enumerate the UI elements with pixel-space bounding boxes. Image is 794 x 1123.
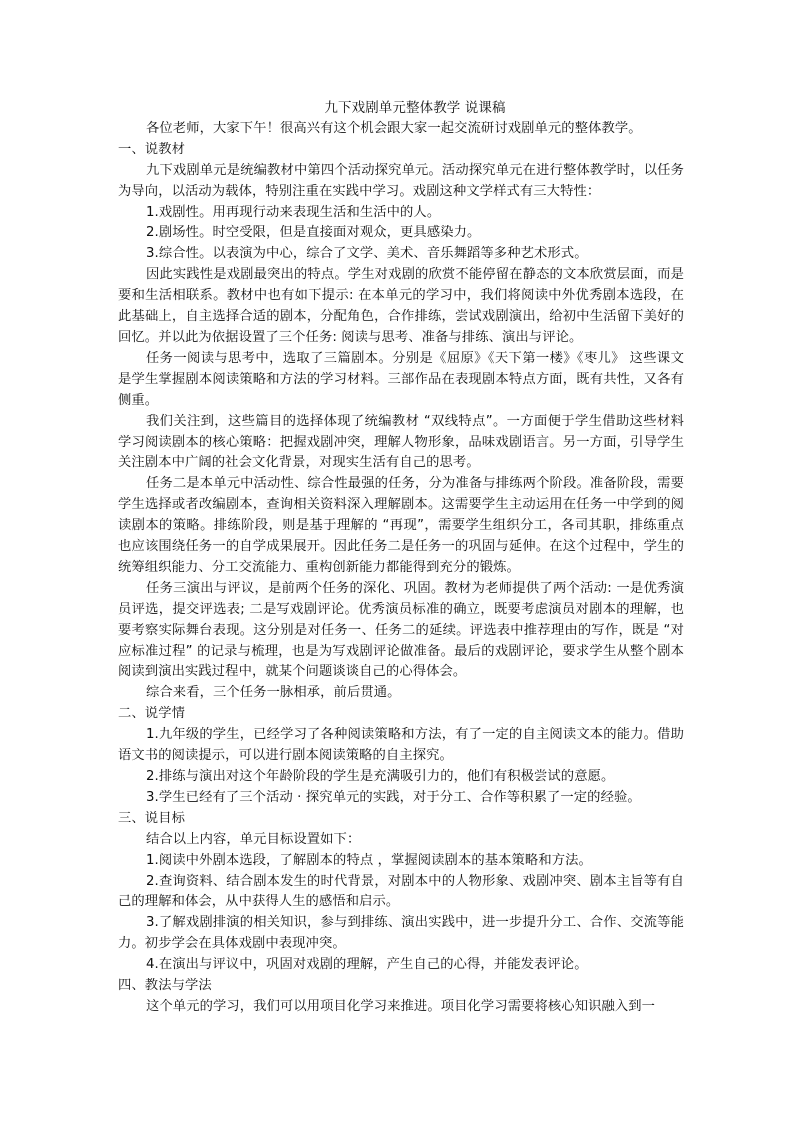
- document-body: [118, 119, 684, 1018]
- body-paragraph: 这个单元的学习，我们可以用项目化学习来推进。项目化学习需要将核心知识融入到一: [146, 998, 656, 1014]
- body-paragraph: 3.了解戏剧排演的相关知识，参与到排练、演出实践中，进一步提升分工、合作、交流等能力。初步学会在具体戏剧中表现冲突。: [118, 915, 684, 952]
- body-paragraph: 任务一阅读与思考中，选取了三篇剧本。分别是《屈原》《天下第一楼》《枣儿》 这些课文是学生掌握剧本阅读策略和方法的学习材料。三部作品在表现剧本特点方面，既有共性，又各有侧重。: [118, 350, 684, 408]
- body-paragraph: 各位老师，大家下午！很高兴有这个机会跟大家一起交流研讨戏剧单元的整体教学。: [146, 120, 642, 136]
- body-paragraph: 2.剧场性。时空受限，但是直接面对观众，更具感染力。: [146, 225, 481, 241]
- body-paragraph: 任务二是本单元中活动性、综合性最强的任务，分为准备与排练两个阶段。准备阶段，需要学生选择或者改编剧本，查询相关资料深入理解剧本。这需要学生主动运用在任务一中学到的阅读剧本的策略。排练阶段，则是基于理解的 “再现”，需要学生组织分工，各司其职，排练重点也应该围绕任务一的自学成果展开。因此任务二是任务一的巩固与延伸。在这个过程中，学生的统筹组织能力、分工交流能力、重构创新能力都能得到充分的锻炼。: [118, 476, 684, 575]
- body-paragraph: 2.查询资料、结合剧本发生的时代背景，对剧本中的人物形象、戏剧冲突、剧本主旨等有自己的理解和体会，从中获得人生的感悟和启示。: [118, 873, 684, 910]
- section-heading: 四、教法与学法: [118, 978, 212, 994]
- document-title: 九下戏剧单元整体教学 说课稿: [324, 100, 506, 116]
- section-heading: 一、说教材: [118, 141, 185, 157]
- body-paragraph: 我们关注到，这些篇目的选择体现了统编教材 “双线特点”。一方面便于学生借助这些材料学习阅读剧本的核心策略：把握戏剧冲突，理解人物形象，品味戏剧语言。另一方面，引导学生关注剧本中广阔的社会文化背景，对现实生活有自己的思考。: [118, 413, 684, 471]
- body-paragraph: 1.九年级的学生，已经学习了各种阅读策略和方法，有了一定的自主阅读文本的能力。借助语文书的阅读提示，可以进行剧本阅读策略的自主探究。: [118, 727, 684, 764]
- body-paragraph: 3.综合性。以表演为中心，综合了文学、美术、音乐舞蹈等多种艺术形式。: [146, 246, 588, 262]
- body-paragraph: 2.排练与演出对这个年龄阶段的学生是充满吸引力的，他们有积极尝试的意愿。: [146, 769, 615, 784]
- document-page: [118, 98, 684, 1018]
- body-paragraph: 九下戏剧单元是统编教材中第四个活动探究单元。活动探究单元在进行整体教学时，以任务为导向，以活动为载体，特别注重在实践中学习。戏剧这种文学样式有三大特性：: [118, 162, 684, 199]
- body-paragraph: 任务三演出与评议，是前两个任务的深化、巩固。教材为老师提供了两个活动: 一是优秀演员评选，提交评选表; 二是写戏剧评论。优秀演员标准的确立，既要考虑演员对剧本的理解，也要考察实际舞台表现。这分别是对任务一、任务二的延续。评选表中推荐理由的写作，既是 “对应标准过程” 的记录与梳理，也是为写戏剧评论做准备。最后的戏剧评论，要求学生从整个剧本阅读到演出实践过程中，就某个问题谈谈自己的心得体会。: [118, 580, 684, 680]
- body-paragraph: 综合来看，三个任务一脉相承，前后贯通。: [146, 685, 401, 701]
- body-paragraph: 4.在演出与评议中，巩固对戏剧的理解，产生自己的心得，并能发表评论。: [146, 957, 588, 973]
- body-paragraph: 1.戏剧性。用再现行动来表现生活和生活中的人。: [146, 204, 441, 220]
- section-heading: 三、说目标: [118, 810, 185, 826]
- body-paragraph: 1.阅读中外剧本选段，了解剧本的特点 ，掌握阅读剧本的基本策略和方法。: [146, 852, 592, 868]
- section-heading: 二、说学情: [118, 706, 185, 722]
- body-paragraph: 因此实践性是戏剧最突出的特点。学生对戏剧的欣赏不能停留在静态的文本欣赏层面，而是要和生活相联系。教材中也有如下提示: 在本单元的学习中，我们将阅读中外优秀剧本选段，在此基础上，自主选择合适的剧本，分配角色，合作排练，尝试戏剧演出，给初中生活留下美好的回忆。并以此为依据设置了三个任务: 阅读与思考、准备与排练、演出与评论。: [118, 267, 684, 345]
- body-paragraph: 结合以上内容，单元目标设置如下：: [146, 831, 361, 847]
- body-paragraph: 3.学生已经有了三个活动 · 探究单元的实践，对于分工、合作等积累了一定的经验。: [146, 789, 641, 805]
